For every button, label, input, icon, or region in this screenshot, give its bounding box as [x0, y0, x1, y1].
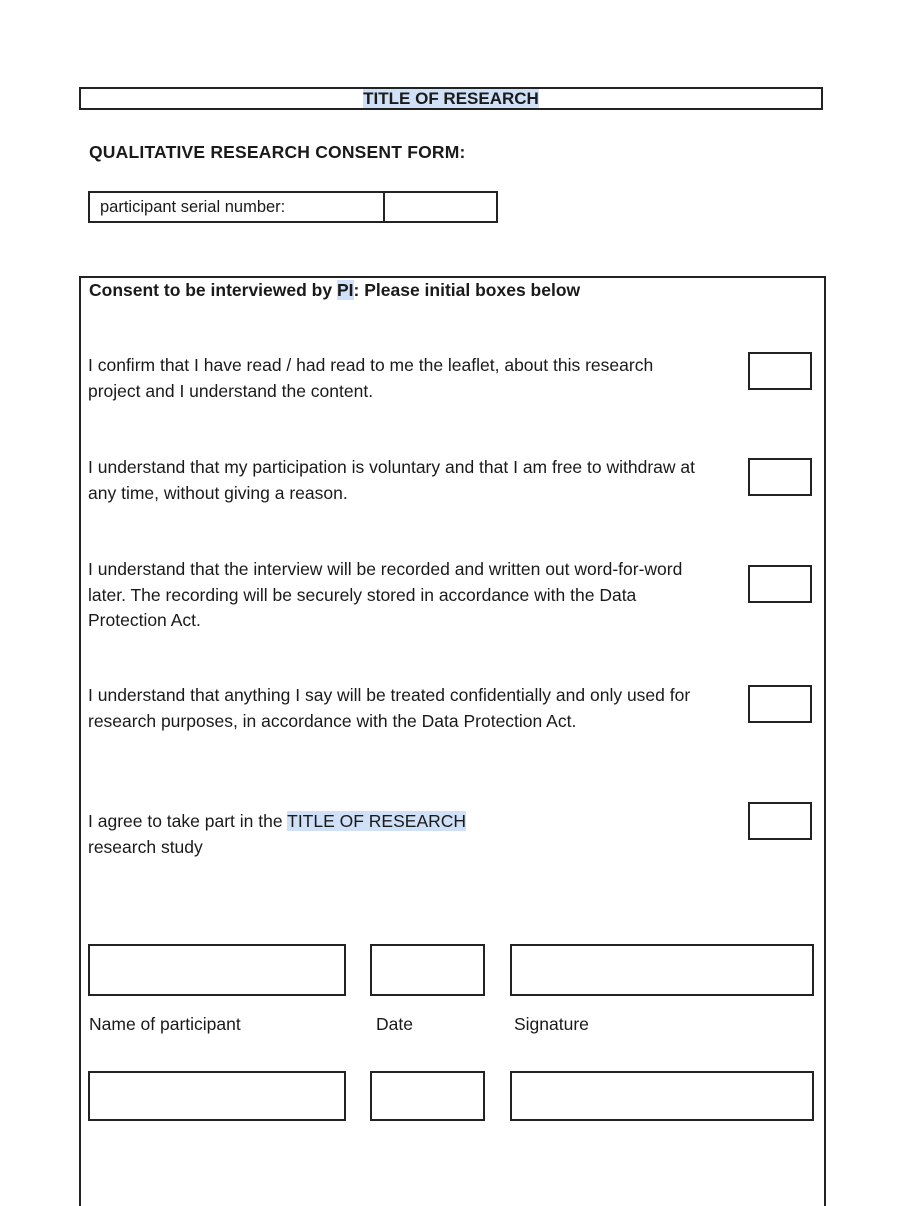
- participant-signature-field[interactable]: [510, 944, 814, 996]
- date-label: Date: [376, 1014, 413, 1034]
- consent-heading: [89, 280, 580, 301]
- signature-label: Signature: [514, 1014, 589, 1034]
- final-statement-title: TITLE OF RESEARCH: [287, 811, 467, 831]
- serial-number-field[interactable]: [385, 193, 496, 221]
- research-title-box: [79, 87, 823, 110]
- researcher-name-field[interactable]: [88, 1071, 346, 1121]
- initial-box-4[interactable]: [748, 685, 812, 723]
- serial-number-label: participant serial number:: [90, 193, 385, 221]
- consent-heading-pi: PI: [336, 280, 354, 300]
- researcher-date-field[interactable]: [370, 1071, 485, 1121]
- participant-date-field[interactable]: [370, 944, 485, 996]
- consent-statement: I understand that anything I say will be treated confidentially and only used for research purposes, in accordance with the Data Protection Act.: [88, 685, 691, 731]
- form-heading: QUALITATIVE RESEARCH CONSENT FORM:: [89, 142, 466, 162]
- initial-box-1[interactable]: [748, 352, 812, 390]
- initial-box-3[interactable]: [748, 565, 812, 603]
- consent-heading-suffix: : Please initial boxes below: [353, 280, 581, 300]
- final-statement-suffix: research study: [88, 836, 203, 857]
- consent-statement: I understand that the interview will be recorded and written out word-for-word later. The recording will be securely stored in accordance with the Data Protection Act.: [88, 559, 683, 630]
- initial-box-5[interactable]: [748, 802, 812, 840]
- consent-section: [79, 276, 826, 1206]
- consent-heading-prefix: Consent to be interviewed by: [89, 280, 337, 300]
- researcher-signature-field[interactable]: [510, 1071, 814, 1121]
- consent-statement-final: [88, 809, 708, 860]
- final-statement-prefix: I agree to take part in the: [88, 811, 288, 831]
- research-title: TITLE OF RESEARCH: [363, 89, 539, 108]
- serial-number-box: [88, 191, 498, 223]
- initial-box-2[interactable]: [748, 458, 812, 496]
- consent-statement: I understand that my participation is voluntary and that I am free to withdraw at any time, without giving a reason.: [88, 457, 695, 503]
- consent-statement: I confirm that I have read / had read to me the leaflet, about this research project and I understand the content.: [88, 355, 654, 401]
- participant-name-field[interactable]: [88, 944, 346, 996]
- name-label: Name of participant: [89, 1014, 241, 1034]
